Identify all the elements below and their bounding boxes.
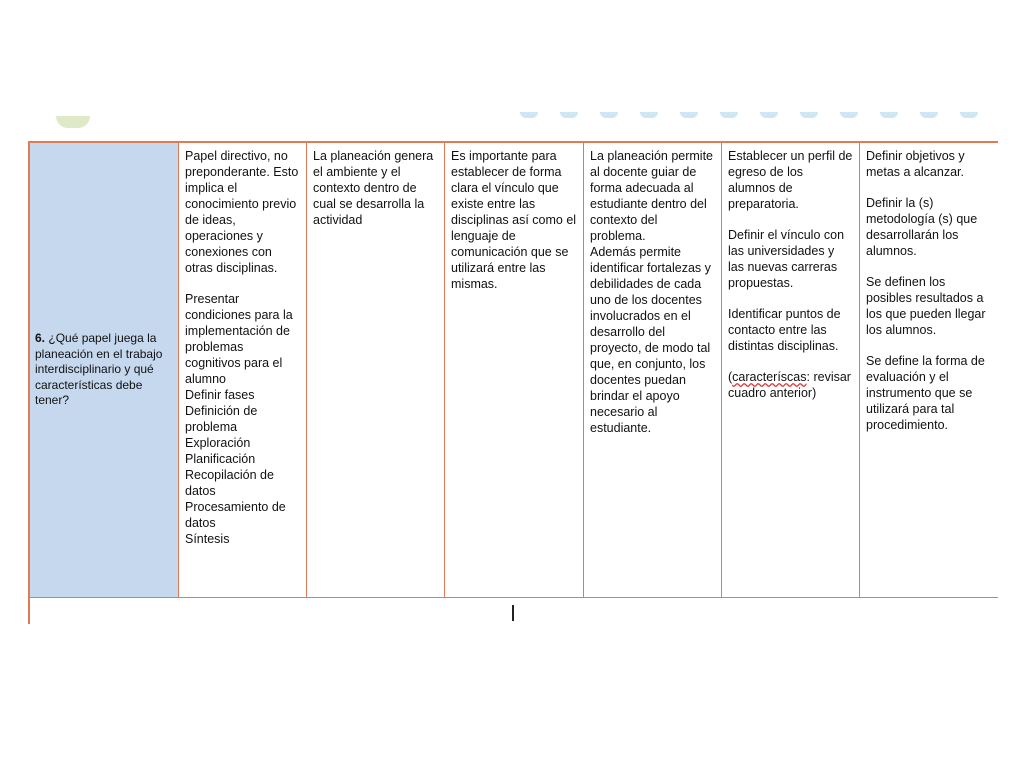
text-line: Establecer un perfil de egreso de los alumnos de preparatoria. — [728, 149, 853, 211]
paragraph — [185, 291, 300, 547]
paragraph — [866, 148, 992, 180]
paragraph — [451, 148, 577, 292]
paragraph — [728, 227, 853, 291]
text-line: Recopilación de datos — [185, 468, 274, 498]
text-line: La planeación permite al docente guiar de forma adecuada al estudiante dentro del contexto del problema. — [590, 149, 713, 243]
paragraph — [866, 195, 992, 259]
paragraph — [185, 148, 300, 276]
planning-table-region — [28, 141, 998, 624]
decorative-dot — [520, 112, 538, 118]
answer-cell-3[interactable] — [445, 143, 584, 598]
answer-cell-2[interactable] — [307, 143, 445, 598]
text-line: Definición de problema — [185, 404, 258, 434]
text-line: Definir objetivos y metas a alcanzar. — [866, 149, 965, 179]
paragraph — [866, 274, 992, 338]
decorative-dot — [560, 112, 578, 118]
decorative-dot — [720, 112, 738, 118]
question-number: 6. — [35, 331, 46, 346]
decorative-dot — [880, 112, 898, 118]
note-rest: : revisar cuadro anterior) — [728, 370, 851, 400]
text-line: Se define la forma de evaluación y el instrumento que se utilizará para tal procedimiento. — [866, 354, 985, 432]
text-line: La planeación genera el ambiente y el contexto dentro de cual se desarrolla la actividad — [313, 149, 434, 227]
note-prefix: ( — [728, 370, 733, 384]
text-line: Síntesis — [185, 532, 230, 546]
paragraph — [313, 148, 438, 228]
decorative-arc — [56, 116, 90, 128]
decorative-dot — [840, 112, 858, 118]
paragraph — [728, 306, 853, 354]
paragraph — [866, 353, 992, 433]
question-text: ¿Qué papel juega la planeación en el trabajo interdisciplinario y qué características debe tener? — [35, 331, 163, 408]
text-line: Se definen los posibles resultados a los que pueden llegar los alumnos. — [866, 275, 986, 337]
paragraph — [728, 148, 853, 212]
answer-cell-6[interactable] — [860, 143, 999, 598]
paragraph — [590, 148, 715, 436]
text-line: Definir fases — [185, 388, 255, 402]
misspelled-word: caracteríscas — [732, 370, 807, 384]
decorative-dot — [680, 112, 698, 118]
decorative-dot — [960, 112, 978, 118]
planning-table — [29, 142, 998, 624]
text-line: Es importante para establecer de forma clara el vínculo que existe entre las disciplinas así como el lenguaje de comunicación que se utilizará entre las mismas. — [451, 149, 577, 291]
answer-cell-1[interactable] — [179, 143, 307, 598]
text-line: Definir la (s) metodología (s) que desarrollarán los alumnos. — [866, 196, 978, 258]
text-line: Identificar puntos de contacto entre las distintas disciplinas. — [728, 307, 841, 353]
decorative-dot — [800, 112, 818, 118]
text-line: Presentar condiciones para la implementación de problemas cognitivos para el alumno — [185, 292, 293, 386]
table-row — [30, 143, 999, 598]
text-line: Papel directivo, no preponderante. Esto implica el conocimiento previo de ideas, operaciones y conexiones con otras disciplinas. — [185, 149, 299, 275]
decorative-dot — [760, 112, 778, 118]
text-line: Procesamiento de datos — [185, 500, 286, 530]
text-line: Definir el vínculo con las universidades y las nuevas carreras propuestas. — [728, 228, 845, 290]
note-paragraph — [728, 369, 853, 401]
decorative-dot — [640, 112, 658, 118]
answer-cell-5[interactable] — [722, 143, 860, 598]
text-line: Además permite identificar fortalezas y debilidades de cada uno de los docentes involucrados en el desarrollo del proyecto, de modo tal que, en conjunto, los docentes puedan brindar el apoyo necesario al estudiante. — [590, 245, 711, 435]
decorative-dot — [600, 112, 618, 118]
text-line: Exploración — [185, 436, 251, 450]
text-cursor — [512, 605, 514, 621]
decorative-dots — [520, 112, 1000, 126]
question-cell[interactable] — [30, 143, 179, 598]
decorative-dot — [920, 112, 938, 118]
text-line: Planificación — [185, 452, 256, 466]
answer-cell-4[interactable] — [584, 143, 722, 598]
